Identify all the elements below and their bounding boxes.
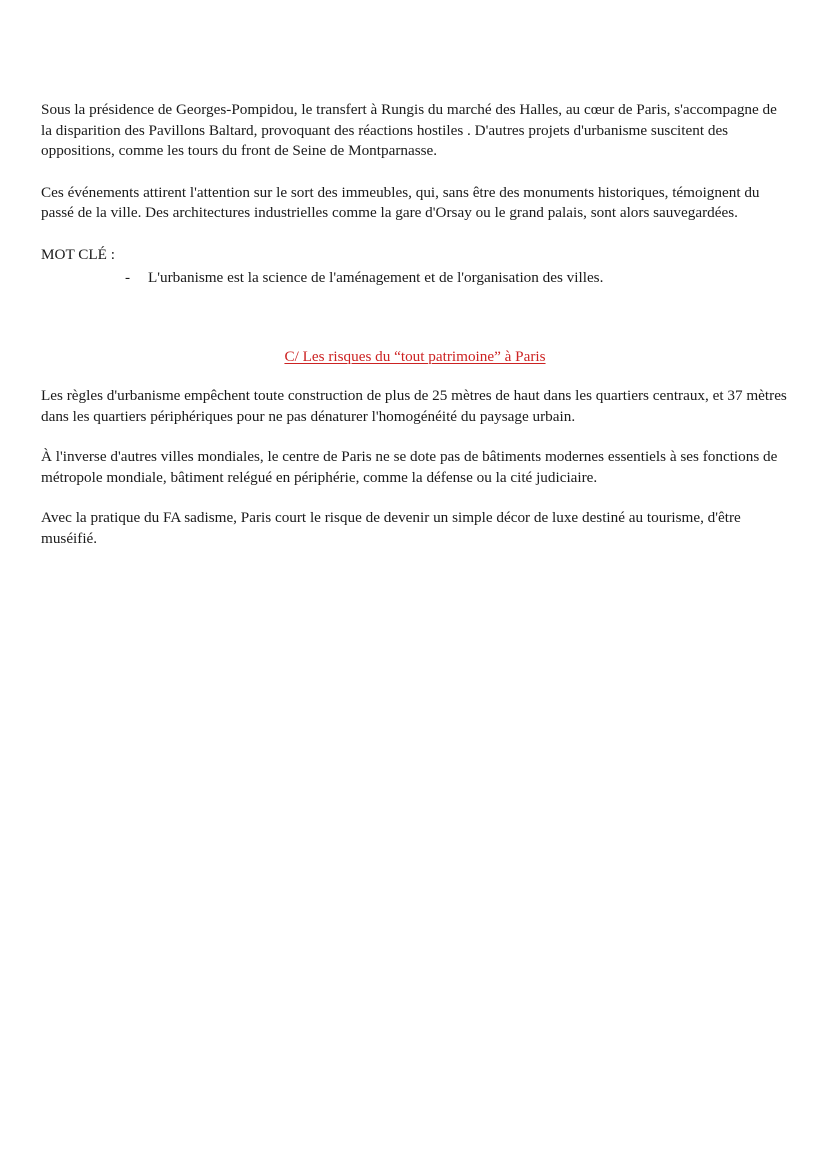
paragraph-sauvegarde: Ces événements attirent l'attention sur le sort des immeubles, qui, sans être des monuments historiques, témoignent du passé de la ville. Des architectures industrielles comme la gare d'Orsay ou le grand palais, sont alors sauvegardées. <box>41 183 760 221</box>
keyword-block <box>41 245 789 289</box>
document-page <box>41 100 789 569</box>
keyword-item <box>125 268 789 289</box>
paragraph-fasadisme: Avec la pratique du FA sadisme, Paris court le risque de devenir un simple décor de luxe destiné au tourisme, d'être muséifié. <box>41 509 741 547</box>
paragraph-regles: Les règles d'urbanisme empêchent toute construction de plus de 25 mètres de haut dans les quartiers centraux, et 37 mètres dans les quartiers périphériques pour ne pas dénaturer l'homogénéité du paysage urbain. <box>41 387 787 425</box>
paragraph-halles: Sous la présidence de Georges-Pompidou, le transfert à Rungis du marché des Halles, au cœur de Paris, s'accompagne de la disparition des Pavillons Baltard, provoquant des réactions hostiles . D'autres projets d'urbanisme suscitent des oppositions, comme les tours du front de Seine de Montparnasse. <box>41 101 777 159</box>
keyword-item-text: L'urbanisme est la science de l'aménagement et de l'organisation des villes. <box>148 269 604 286</box>
bullet-dash: - <box>125 269 131 286</box>
paragraph-inverse: À l'inverse d'autres villes mondiales, le centre de Paris ne se dote pas de bâtiments modernes essentiels à ses fonctions de métropole mondiale, bâtiment relégué en périphérie, comme la défense ou la cité judiciaire. <box>41 448 778 486</box>
keyword-title: MOT CLÉ : <box>41 245 115 263</box>
section-title: C/ Les risques du “tout patrimoine” à Paris <box>284 347 546 365</box>
